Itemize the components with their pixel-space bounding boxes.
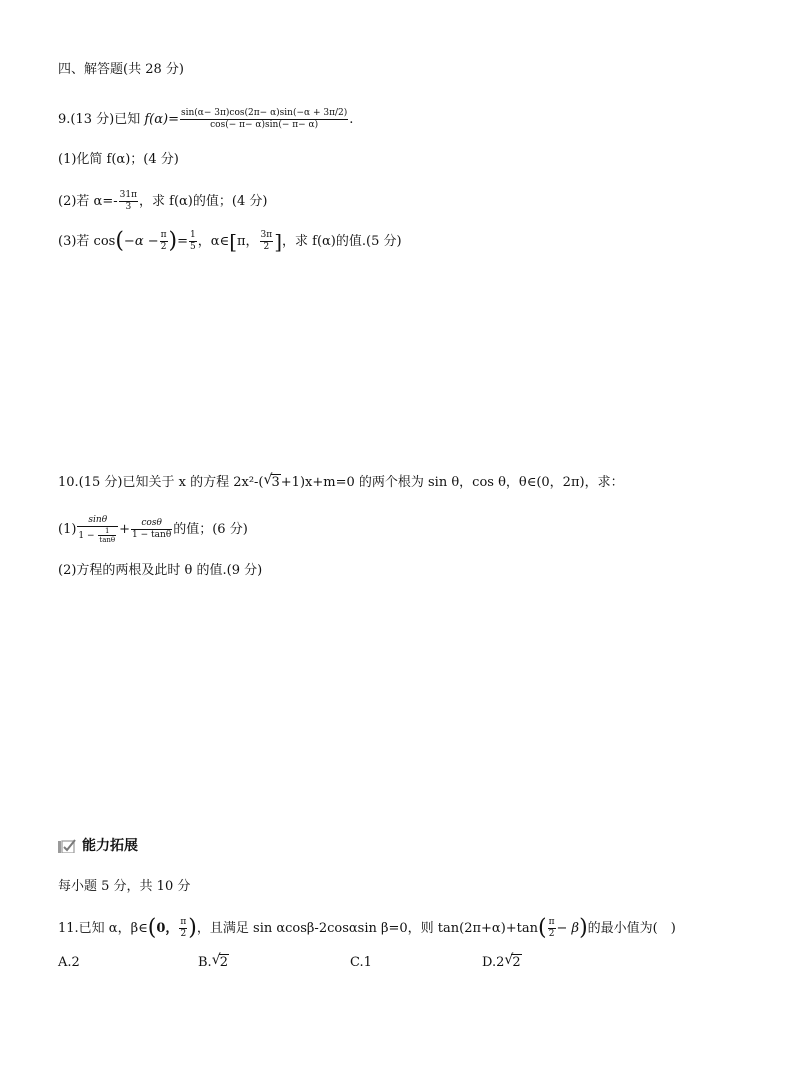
sqrt-3 bbox=[264, 473, 281, 493]
q9-part3-lead: (3)若 cos bbox=[58, 234, 116, 249]
q9-part2 bbox=[58, 190, 267, 213]
q9-part3-eq: = bbox=[177, 234, 189, 249]
option-c: C.1 bbox=[350, 955, 372, 970]
q11-int-den: 2 bbox=[180, 929, 187, 939]
q11-lead: 11.已知 α，β∈ bbox=[58, 921, 148, 936]
q9-part2-fraction bbox=[119, 190, 138, 213]
paren-close: ) bbox=[188, 915, 197, 941]
q10-part1-frac2 bbox=[131, 518, 172, 541]
q9-part3-value-fraction bbox=[189, 230, 197, 253]
q11-p-num: π bbox=[548, 917, 555, 927]
option-a: A.2 bbox=[58, 955, 80, 970]
sqrt-arg: 3 bbox=[271, 475, 280, 490]
question-9-stem bbox=[58, 108, 353, 131]
q9-part3-inner: −α − bbox=[123, 234, 159, 249]
q9-part2-lead: (2)若 α=- bbox=[58, 194, 118, 209]
q10-part1-frac1 bbox=[77, 515, 118, 544]
q10-stem-lead: 10.(15 分)已知关于 x 的方程 2x²-( bbox=[58, 475, 264, 490]
option-b bbox=[198, 952, 229, 970]
paren-open: ( bbox=[147, 915, 157, 941]
paren-close: ) bbox=[168, 228, 178, 254]
sqrt-2 bbox=[211, 952, 229, 970]
q10-part1-plus: + bbox=[119, 522, 131, 537]
q10-stem-tail: +1)x+m=0 的两个根为 sin θ，cos θ，θ∈(0，2π)，求： bbox=[280, 475, 624, 490]
bracket-close: ] bbox=[274, 229, 283, 254]
checkmark-badge-icon bbox=[58, 839, 76, 853]
q11-mid: ，且满足 sin αcosβ-2cosαsin β=0，则 tan(2π+α)+tan bbox=[196, 921, 539, 936]
q10-part1-d1n: 1 bbox=[105, 527, 110, 535]
option-b-label: B. bbox=[198, 955, 212, 970]
q10-part1-d1d: tanθ bbox=[99, 536, 116, 544]
q10-part1-d1-text: 1 − bbox=[78, 531, 98, 541]
ability-title: 能力拓展 bbox=[82, 838, 138, 854]
sqrt-2 bbox=[504, 952, 521, 970]
paren-open: ( bbox=[538, 915, 547, 941]
radical-sign: √ bbox=[504, 952, 514, 968]
q10-part1 bbox=[58, 515, 248, 544]
q9-part3-pi-fraction bbox=[160, 230, 168, 253]
ability-note: 每小题 5 分，共 10 分 bbox=[58, 879, 191, 894]
q11-int-num: π bbox=[180, 917, 187, 927]
bracket-open: [ bbox=[229, 229, 237, 254]
q9-part3-v-num: 1 bbox=[190, 230, 196, 240]
q9-part3 bbox=[58, 230, 402, 253]
q9-part3-tail: ，求 f(α)的值.(5 分) bbox=[282, 234, 402, 249]
q10-part2: (2)方程的两根及此时 θ 的值.(9 分) bbox=[58, 563, 263, 578]
ability-section-header bbox=[58, 836, 138, 856]
section-title: 四、解答题(共 28 分) bbox=[58, 62, 184, 77]
q9-fraction bbox=[180, 108, 348, 131]
q10-part1-d1 bbox=[77, 526, 118, 544]
q9-part3-int-fraction bbox=[260, 230, 274, 253]
paren-close: ) bbox=[579, 915, 588, 941]
q10-part1-d2: 1 − tanθ bbox=[132, 530, 172, 540]
q11-int-fraction bbox=[179, 917, 187, 940]
q9-part2-tail: ，求 f(α)的值；(4 分) bbox=[139, 194, 268, 209]
q10-part1-n1: sinθ bbox=[88, 515, 108, 525]
q9-denominator: cos(− π− α)sin(− π− α) bbox=[180, 119, 348, 131]
paren-open: ( bbox=[115, 228, 124, 254]
q9-part3-int-num: 3π bbox=[260, 230, 273, 240]
q9-end: . bbox=[349, 112, 354, 127]
option-b-rad: 2 bbox=[219, 955, 228, 970]
option-d-rad: 2 bbox=[512, 955, 521, 970]
radical-sign: √ bbox=[263, 472, 273, 488]
q11-p-den: 2 bbox=[548, 929, 555, 939]
q9-numerator: sin(α− 3π)cos(2π− α)sin(−α + 3π/2) bbox=[181, 108, 348, 118]
q9-part3-mid: ，α∈ bbox=[197, 234, 230, 249]
q9-func: f(α)= bbox=[144, 112, 179, 127]
q9-part1: (1)化简 f(α)；(4 分) bbox=[58, 152, 179, 167]
q10-part1-n2: cosθ bbox=[141, 518, 162, 528]
option-d-label: D.2 bbox=[482, 955, 505, 970]
q9-part3-v-den: 5 bbox=[190, 242, 196, 252]
q11-pi-fraction bbox=[548, 917, 556, 940]
q9-part2-den: 3 bbox=[119, 201, 138, 213]
radical-sign: √ bbox=[211, 952, 221, 968]
q10-part1-inner-frac bbox=[98, 527, 116, 544]
q9-part3-pi-den: 2 bbox=[160, 242, 167, 252]
q9-part2-num: 31π bbox=[119, 190, 137, 200]
q11-tail: 的最小值为( ) bbox=[587, 921, 676, 936]
q9-part3-int-a: π， bbox=[237, 234, 259, 249]
question-10-stem bbox=[58, 473, 624, 493]
q9-prefix: 9.(13 分)已知 bbox=[58, 112, 145, 127]
q9-part3-pi-num: π bbox=[160, 230, 167, 240]
q9-part3-int-den: 2 bbox=[260, 241, 274, 253]
q10-part1-tail: 的值；(6 分) bbox=[173, 522, 248, 537]
option-d bbox=[482, 952, 522, 970]
q11-int-a: 0， bbox=[156, 921, 179, 936]
q10-part1-lead: (1) bbox=[58, 522, 77, 537]
q11-p-tail: − β bbox=[556, 921, 580, 936]
question-11-stem bbox=[58, 917, 676, 940]
